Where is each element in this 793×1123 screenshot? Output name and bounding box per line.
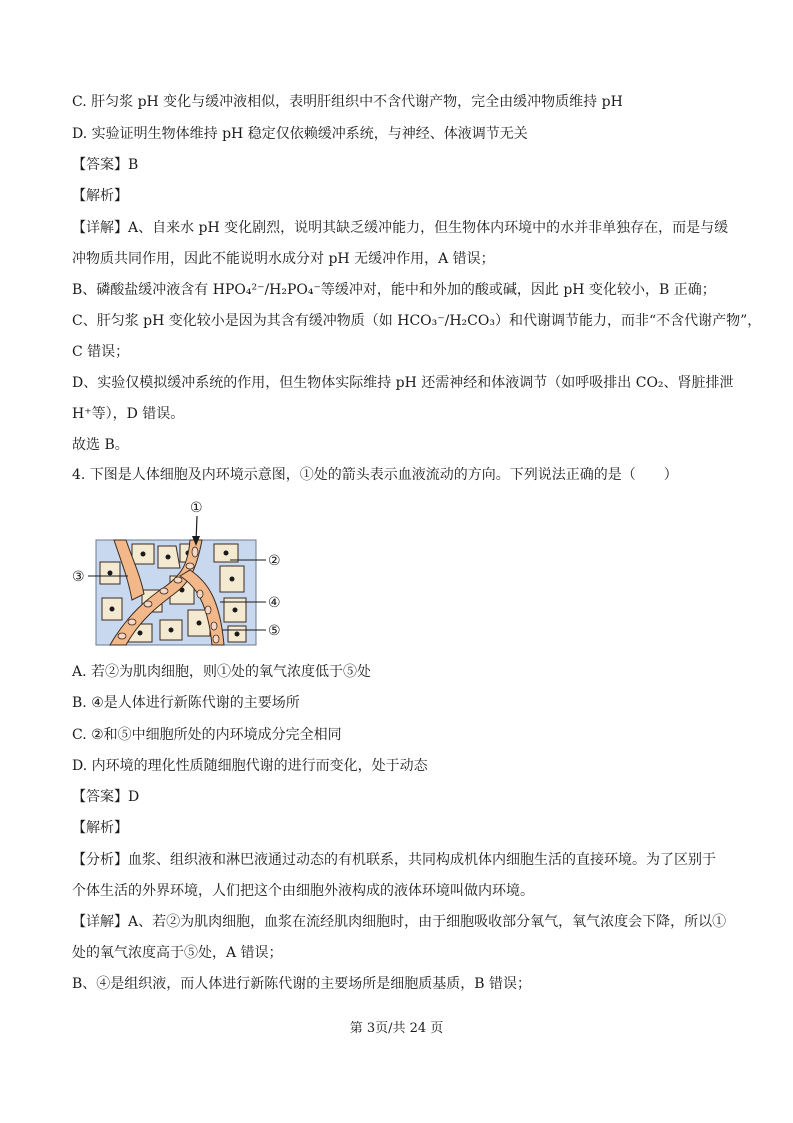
option-b-q4: B. ④是人体进行新陈代谢的主要场所	[72, 695, 300, 711]
label-4: ④	[268, 595, 281, 611]
page-footer: 第 3页/共 24 页	[349, 1021, 444, 1036]
option-c-q3: C. 肝匀浆 pH 变化与缓冲液相似，表明肝组织中不含代谢产物，完全由缓冲物质维持 pH	[72, 94, 623, 110]
detail-line-3: B、磷酸盐缓冲液含有 HPO₄²⁻/H₂PO₄⁻等缓冲对，能中和外加的酸或碱，因此 pH 变化较小，B 正确；	[72, 282, 716, 298]
question-4-stem: 4. 下图是人体细胞及内环境示意图，①处的箭头表示血液流动的方向。下列说法正确的是（ ）	[72, 467, 678, 483]
label-1: ①	[190, 500, 203, 516]
detail-line-7: H⁺等），D 错误。	[72, 406, 185, 422]
option-d-q3: D. 实验证明生物体维持 pH 稳定仅依赖缓冲系统，与神经、体液调节无关	[72, 126, 528, 142]
analysis-line-2: 个体生活的外界环境，人们把这个由细胞外液构成的液体环境叫做内环境。	[72, 883, 534, 899]
option-c-q4: C. ②和⑤中细胞所处的内环境成分完全相同	[72, 727, 342, 743]
option-d-q4: D. 内环境的理化性质随细胞代谢的进行而变化，处于动态	[72, 758, 428, 774]
label-5: ⑤	[268, 623, 281, 639]
answer-q4: 【答案】D	[72, 789, 140, 805]
detail-line-1: 【详解】A、自来水 pH 变化剧烈，说明其缺乏缓冲能力，但生物体内环境中的水并非单独存在，而是与缓	[72, 220, 729, 236]
detail-line-4: C、肝匀浆 pH 变化较小是因为其含有缓冲物质（如 HCO₃⁻/H₂CO₃）和代谢调节能力，而非“不含代谢产物”，	[72, 313, 762, 329]
analysis-line-1: 【分析】血浆、组织液和淋巴液通过动态的有机联系，共同构成机体内细胞生活的直接环境。为了区别于	[72, 852, 716, 868]
label-2: ②	[268, 553, 281, 569]
analysis-heading-q3: 【解析】	[72, 188, 128, 204]
conclusion-q3: 故选 B。	[72, 437, 129, 453]
detail-q4-line-3: B、④是组织液，而人体进行新陈代谢的主要场所是细胞质基质，B 错误；	[72, 976, 532, 992]
detail-q4-line-1: 【详解】A、若②为肌肉细胞，血浆在流经肌肉细胞时，由于细胞吸收部分氧气，氧气浓度会下降，所以①	[72, 914, 727, 930]
label-3: ③	[72, 569, 85, 585]
detail-q4-line-2: 处的氧气浓度高于⑤处，A 错误；	[72, 945, 283, 961]
analysis-heading-q4: 【解析】	[72, 820, 128, 836]
detail-line-5: C 错误；	[72, 344, 130, 360]
answer-q3: 【答案】B	[72, 157, 139, 173]
option-a-q4: A. 若②为肌肉细胞，则①处的氧气浓度低于⑤处	[72, 664, 372, 680]
detail-line-6: D、实验仅模拟缓冲系统的作用，但生物体实际维持 pH 还需神经和体液调节（如呼吸排出 CO₂、肾脏排泄	[72, 375, 734, 391]
detail-line-2: 冲物质共同作用，因此不能说明水成分对 pH 无缓冲作用，A 错误；	[72, 251, 495, 267]
cell-environment-figure	[70, 494, 310, 650]
